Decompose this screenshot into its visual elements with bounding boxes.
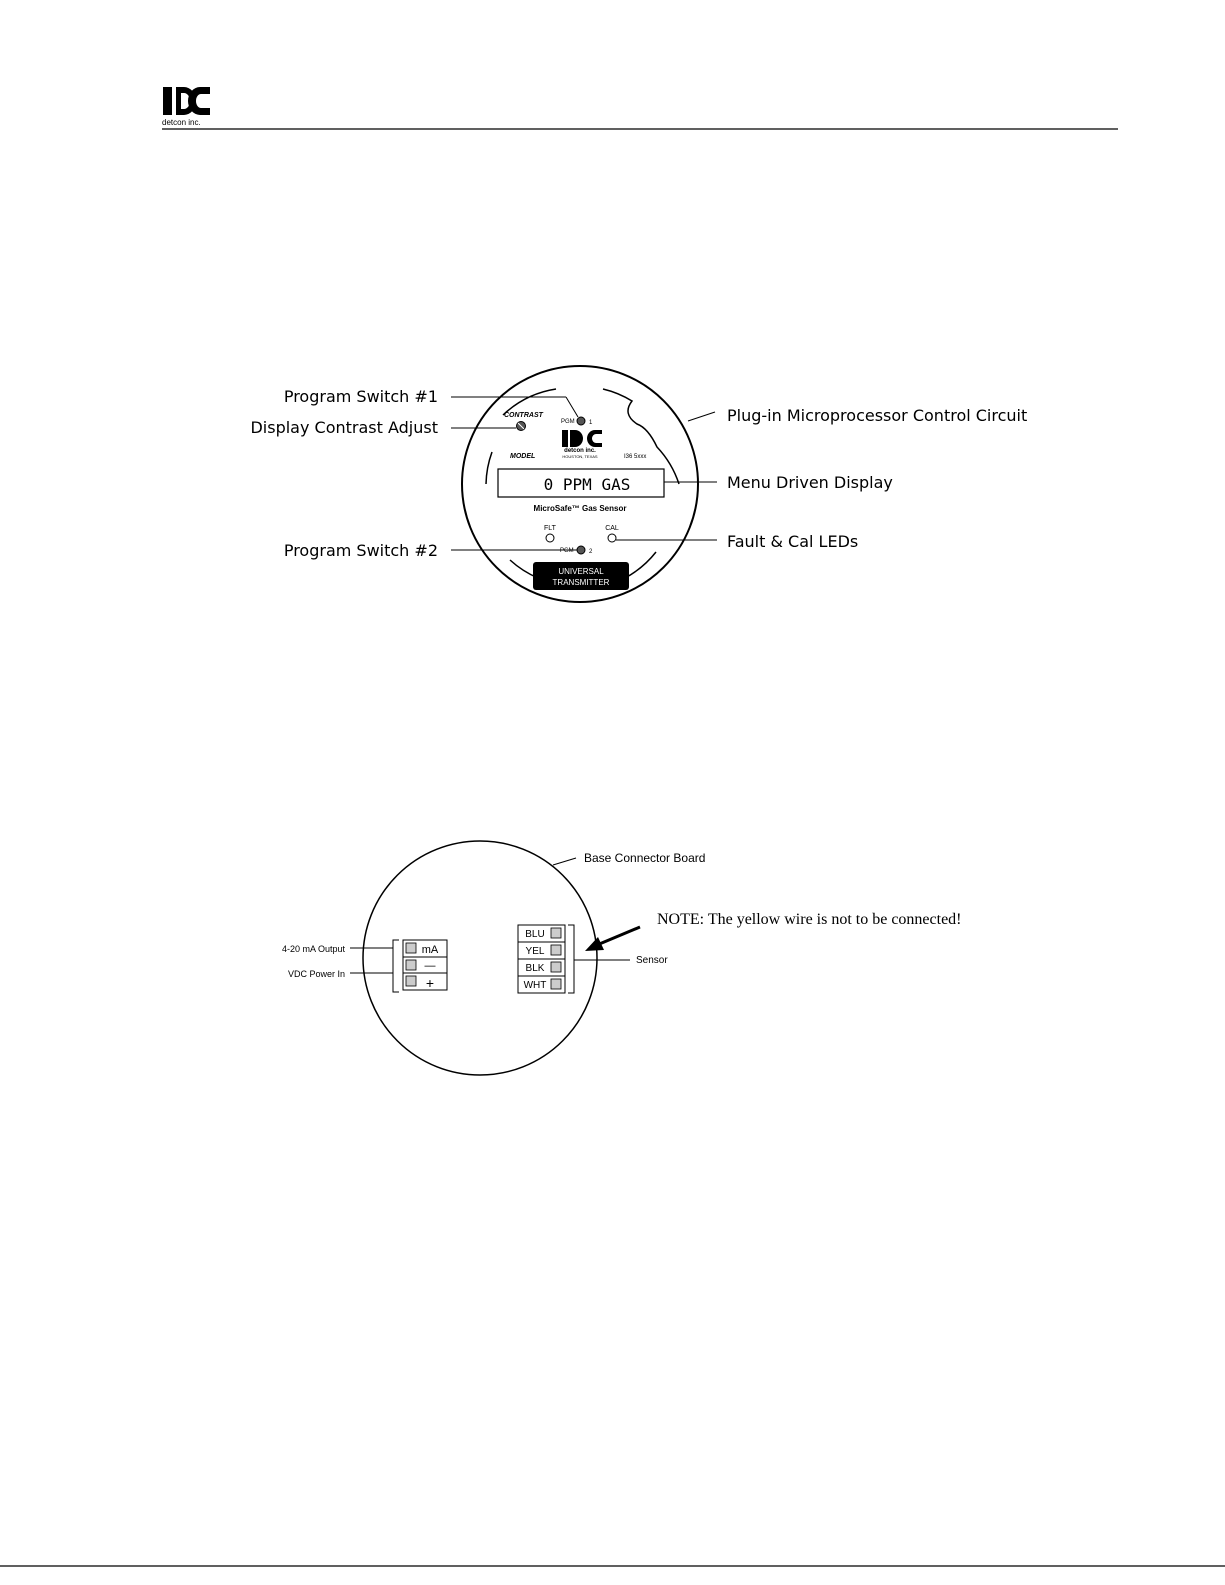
label-program-switch-1: Program Switch #1 (283, 387, 438, 406)
terminal-blu: BLU (525, 929, 545, 940)
figure-base-connector (282, 841, 962, 1075)
flt-text: FLT (544, 525, 556, 532)
leader-plugin-circuit (688, 412, 715, 421)
terminal-blu-screw (551, 928, 561, 938)
pgm2-text: PGM (560, 548, 574, 554)
leader-base-board (553, 858, 576, 865)
cal-text: CAL (605, 525, 619, 532)
lcd-display-value: 0 PPM GAS (543, 475, 631, 494)
note-yellow-wire: NOTE: The yellow wire is not to be connected! (657, 911, 962, 928)
terminal-ma: mA (421, 944, 439, 956)
terminal-minus: — (424, 960, 436, 972)
model-text: MODEL (510, 453, 536, 460)
label-menu-display: Menu Driven Display (727, 473, 893, 492)
company-name: detcon inc. (162, 118, 201, 127)
device-logo-name: detcon inc. (564, 448, 596, 454)
label-plugin-circuit: Plug-in Microprocessor Control Circuit (727, 406, 1028, 425)
figure-control-circuit (250, 366, 1027, 602)
terminal-blk: BLK (525, 963, 545, 974)
label-sensor: Sensor (636, 955, 668, 966)
label-base-board: Base Connector Board (584, 851, 706, 865)
label-fault-cal: Fault & Cal LEDs (727, 532, 859, 551)
terminal-yel-screw (551, 945, 561, 955)
label-power: VDC Power In (287, 969, 345, 979)
terminal-wht-screw (551, 979, 561, 989)
pgm2-number: 2 (589, 549, 593, 555)
terminal-minus-screw (406, 960, 416, 970)
badge-line-1: UNIVERSAL (558, 567, 604, 576)
terminal-blk-screw (551, 962, 561, 972)
terminal-wht: WHT (523, 980, 547, 991)
terminal-plus-screw (406, 976, 416, 986)
label-display-contrast: Display Contrast Adjust (250, 418, 438, 437)
contrast-text: CONTRAST (504, 412, 543, 419)
terminal-ma-screw (406, 943, 416, 953)
device-logo-city: HOUSTON, TEXAS (562, 454, 598, 459)
fault-led (546, 534, 554, 542)
pgm1-number: 1 (589, 420, 593, 426)
badge-line-2: TRANSMITTER (552, 578, 610, 587)
label-program-switch-2: Program Switch #2 (283, 541, 438, 560)
terminal-yel: YEL (525, 946, 545, 957)
program-switch-1 (577, 417, 585, 425)
product-name: MicroSafe™ Gas Sensor (533, 504, 627, 513)
program-switch-2 (577, 546, 585, 554)
pgm1-text: PGM (561, 419, 575, 425)
cal-led (608, 534, 616, 542)
model-value: I36 5xxx (624, 454, 647, 460)
terminal-plus: + (425, 975, 435, 991)
company-logo (162, 87, 210, 127)
label-output: 4-20 mA Output (281, 944, 345, 954)
